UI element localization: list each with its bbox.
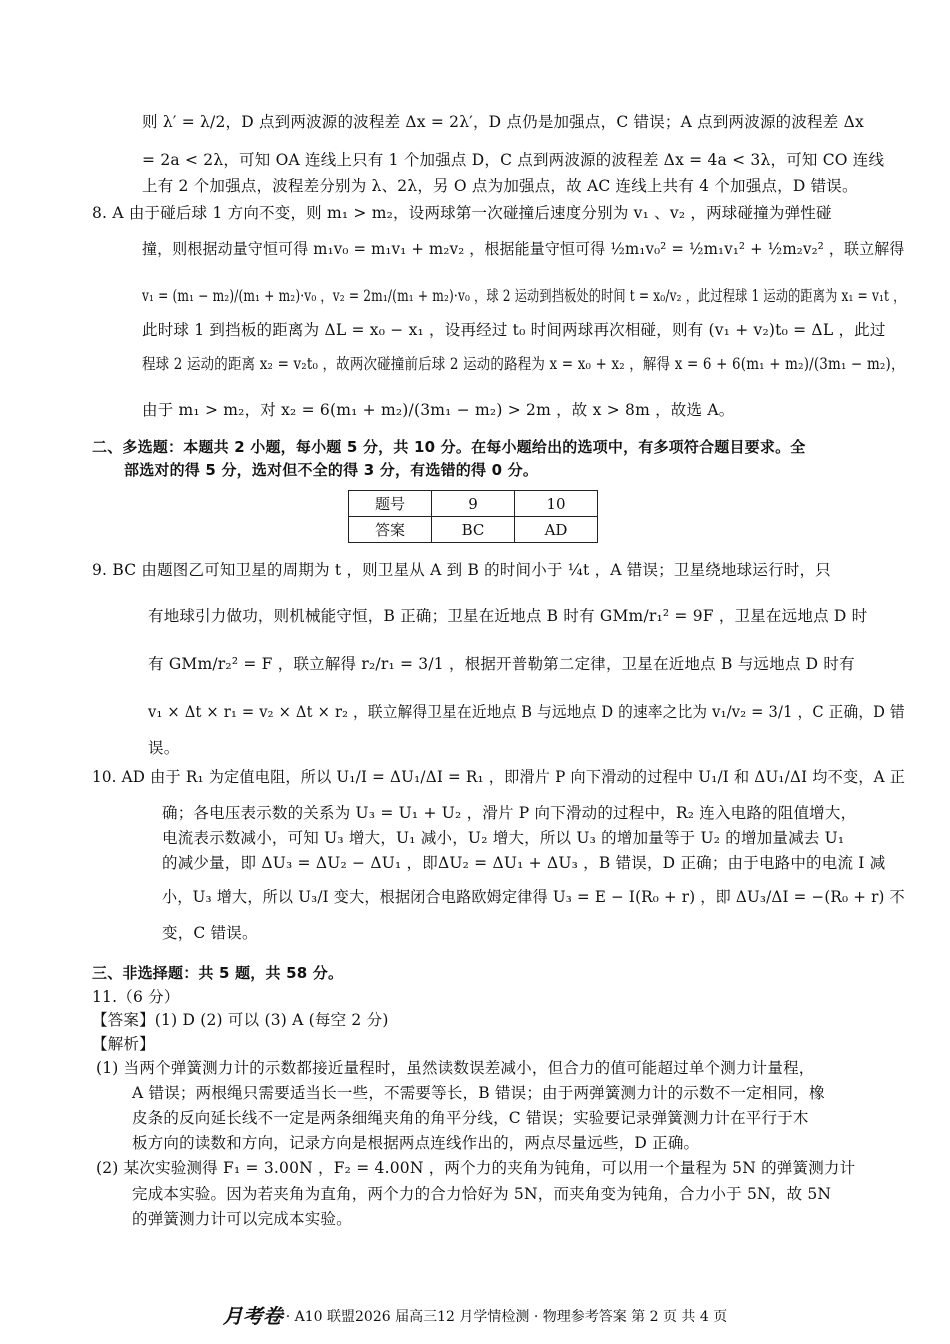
table-row <box>349 491 598 517</box>
text-line: A 错误；两根绳只需要适当长一些，不需要等长，B 错误；由于两弹簧测力计的示数不一定相同，橡 <box>132 1084 825 1102</box>
table-cell: 10 <box>515 491 598 517</box>
text-line: 撞，则根据动量守恒可得 m₁v₀ = m₁v₁ + m₂v₂ ，根据能量守恒可得 ½m₁v₀² = ½m₁v₁² + ½m₂v₂² ，联立解得 <box>142 240 905 258</box>
text-line: 有地球引力做功，则机械能守恒，B 正确；卫星在近地点 B 时有 GMm/r₁² = 9F ，卫星在远地点 D 时 <box>148 607 868 625</box>
section-heading-multiple-choice: 二、多选题：本题共 2 小题，每小题 5 分，共 10 分。在每小题给出的选项中，有多项符合题目要求。全 <box>92 438 806 456</box>
table-cell: 答案 <box>349 517 432 543</box>
text-line: (1) 当两个弹簧测力计的示数都接近量程时，虽然读数误差减小，但合力的值可能超过单个测力计量程， <box>96 1059 815 1077</box>
text-line: 板方向的读数和方向，记录方向是根据两点连线作出的，两点尽量远些，D 正确。 <box>132 1134 700 1152</box>
answer-line: 【答案】(1) D (2) 可以 (3) A (每空 2 分) <box>92 1011 389 1029</box>
table-cell: AD <box>515 517 598 543</box>
question-8-line: 8. A 由于碰后球 1 方向不变，则 m₁ > m₂，设两球第一次碰撞后速度分别为 v₁ 、v₂ ，两球碰撞为弹性碰 <box>92 204 832 222</box>
question-11-title: 11.（6 分） <box>92 988 180 1006</box>
text-line: (2) 某次实验测得 F₁ = 3.00N ，F₂ = 4.00N ，两个力的夹角为钝角，可以用一个量程为 5N 的弹簧测力计 <box>96 1159 856 1177</box>
analysis-label: 【解析】 <box>92 1035 155 1053</box>
text-line: 皮条的反向延长线不一定是两条细绳夹角的角平分线，C 错误；实验要记录弹簧测力计在平行于木 <box>132 1109 809 1127</box>
table-cell: BC <box>432 517 515 543</box>
text-line: 由于 m₁ > m₂，对 x₂ = 6(m₁ + m₂)/(3m₁ − m₂) > 2m ，故 x > 8m ，故选 A。 <box>142 401 735 419</box>
exam-logo: 月考卷 <box>222 1304 283 1328</box>
text-line: 程球 2 运动的距离 x₂ = v₂t₀ ，故两次碰撞前后球 2 运动的路程为 x = x₀ + x₂ ，解得 x = 6 + 6(m₁ + m₂)/(3m₁ − m₂)， <box>142 355 905 373</box>
text-line: 小，U₃ 增大，所以 U₃/I 变大，根据闭合电路欧姆定律得 U₃ = E − I(R₀ + r) ，即 ΔU₃/ΔI = −(R₀ + r) 不 <box>162 888 905 906</box>
text-line: = 2a < 2λ，可知 OA 连线上只有 1 个加强点 D，C 点到两波源的波程差 Δx = 4a < 3λ，可知 CO 连线 <box>142 151 885 169</box>
text-line: 此时球 1 到挡板的距离为 ΔL = x₀ − x₁ ，设再经过 t₀ 时间两球再次相碰，则有 (v₁ + v₂)t₀ = ΔL ，此过 <box>142 321 886 339</box>
text-line: 确；各电压表示数的关系为 U₃ = U₁ + U₂ ，滑片 P 向下滑动的过程中，R₂ 连入电路的阻值增大， <box>162 804 857 822</box>
section-heading-free-response: 三、非选择题：共 5 题，共 58 分。 <box>92 964 344 982</box>
text-line: 的弹簧测力计可以完成本实验。 <box>132 1210 352 1228</box>
table-cell: 9 <box>432 491 515 517</box>
text-line: 则 λ′ = λ/2，D 点到两波源的波程差 Δx = 2λ′，D 点仍是加强点，C 错误；A 点到两波源的波程差 Δx <box>142 113 864 131</box>
text-line: v₁ = (m₁ − m₂)/(m₁ + m₂)·v₀ ，v₂ = 2m₁/(m₁ + m₂)·v₀ ，球 2 运动到挡板处的时间 t = x₀/v₂ ，此过程球 1 运动的距离为 x₁ = v₁t ， <box>142 287 906 305</box>
text-line: 上有 2 个加强点，波程差分别为 λ、2λ，另 O 点为加强点，故 AC 连线上共有 4 个加强点，D 错误。 <box>142 177 858 195</box>
table-cell: 题号 <box>349 491 432 517</box>
text-line: 有 GMm/r₂² = F ，联立解得 r₂/r₁ = 3/1 ，根据开普勒第二定律，卫星在近地点 B 与远地点 D 时有 <box>148 655 855 673</box>
answer-table <box>348 490 598 543</box>
page-footer <box>0 1300 950 1329</box>
text-line: 变，C 错误。 <box>162 924 258 942</box>
section-heading-multiple-choice-cont: 部选对的得 5 分，选对但不全的得 3 分，有选错的得 0 分。 <box>124 461 539 479</box>
text-line: 误。 <box>148 739 180 757</box>
text-line: v₁ × Δt × r₁ = v₂ × Δt × r₂ ，联立解得卫星在近地点 B 与远地点 D 的速率之比为 v₁/v₂ = 3/1 ，C 正确，D 错 <box>148 703 905 721</box>
table-row <box>349 517 598 543</box>
question-10-line: 10. AD 由于 R₁ 为定值电阻，所以 U₁/I = ΔU₁/ΔI = R₁ ，即滑片 P 向下滑动的过程中 U₁/I 和 ΔU₁/ΔI 均不变，A 正 <box>92 768 906 786</box>
text-line: 完成本实验。因为若夹角为直角，两个力的合力恰好为 5N，而夹角变为钝角，合力小于 5N，故 5N <box>132 1185 832 1203</box>
text-line: 的减少量，即 ΔU₃ = ΔU₂ − ΔU₁ ，即ΔU₂ = ΔU₁ + ΔU₃ ，B 错误，D 正确；由于电路中的电流 I 减 <box>162 854 886 872</box>
text-line: 电流表示数减小，可知 U₃ 增大，U₁ 减小，U₂ 增大，所以 U₃ 的增加量等于 U₂ 的增加量减去 U₁ <box>162 829 845 847</box>
footer-text: · A10 联盟2026 届高三12 月学情检测 · 物理参考答案 第 2 页 共 4 页 <box>285 1309 728 1325</box>
question-9-line: 9. BC 由题图乙可知卫星的周期为 t ，则卫星从 A 到 B 的时间小于 ¼t ，A 错误；卫星绕地球运行时，只 <box>92 561 831 579</box>
